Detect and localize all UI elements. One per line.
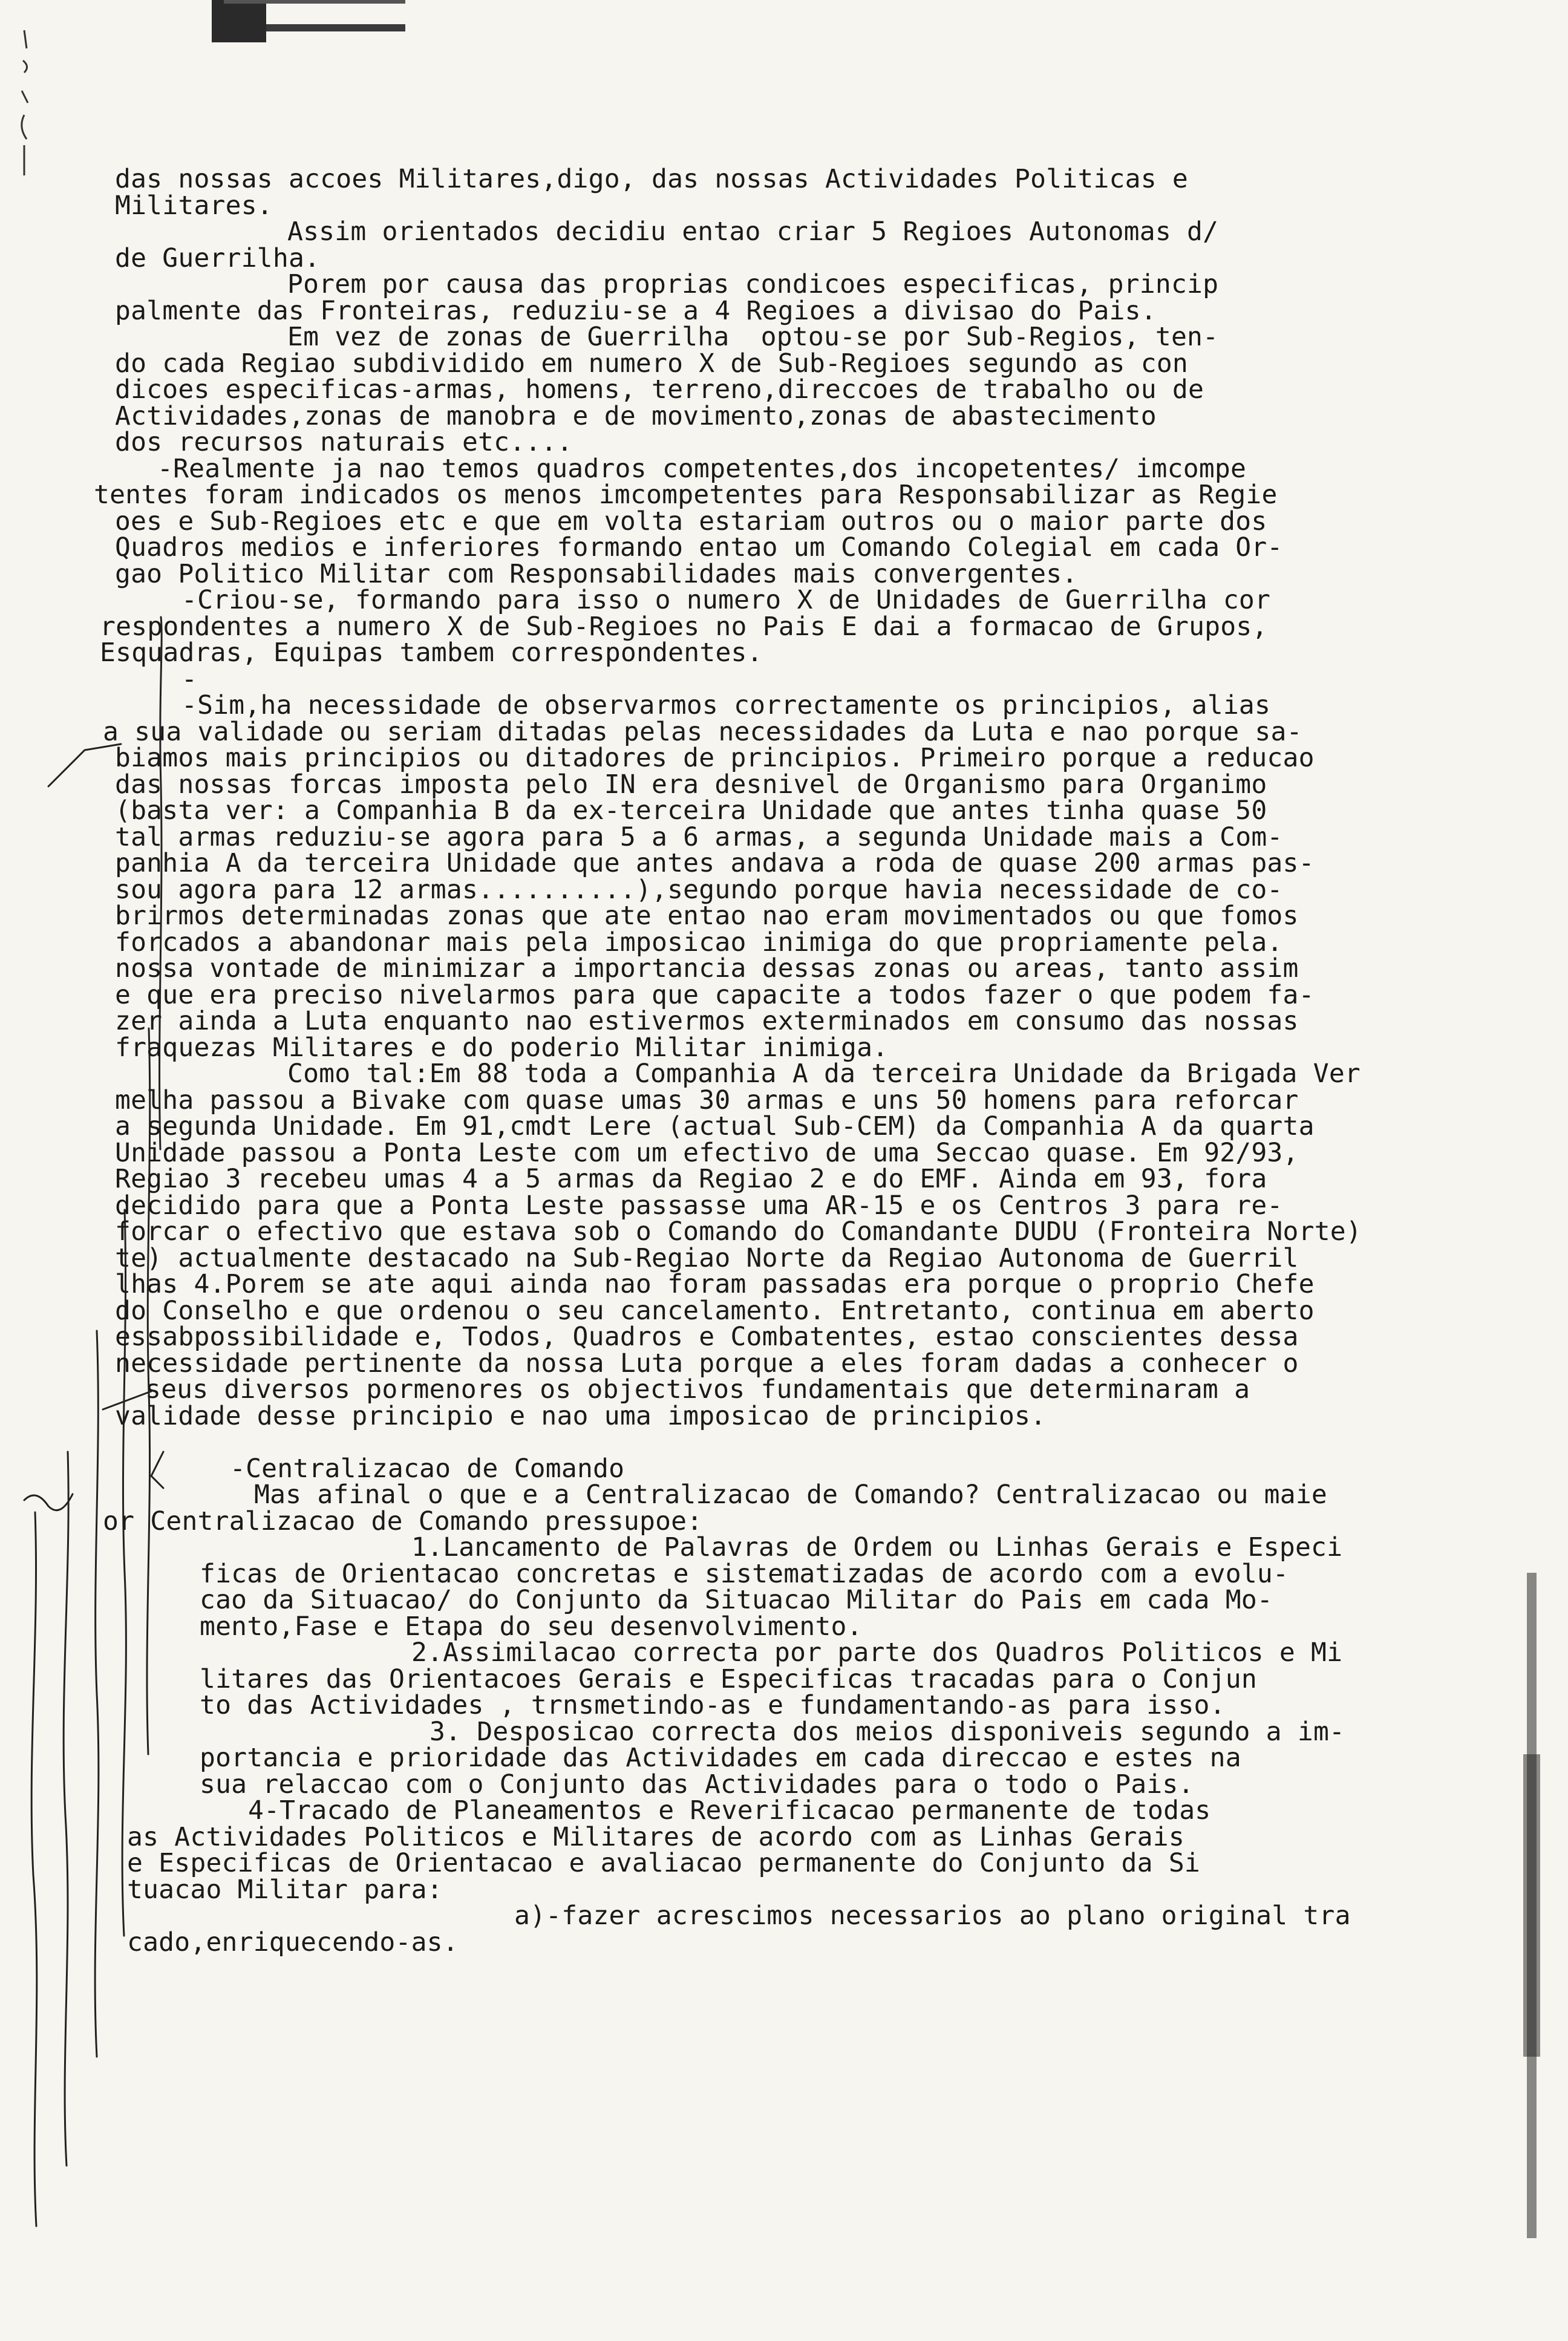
text-line: Porem por causa das proprias condicoes especificas, princip [287, 269, 1219, 299]
text-line: das nossas forcas imposta pelo IN era desnivel de Organismo para Organimo [115, 769, 1267, 800]
typed-body-text [94, 164, 1518, 1957]
text-line: tal armas reduziu-se agora para 5 a 6 armas, a segunda Unidade mais a Com- [115, 821, 1283, 852]
list-item: 3. Desposicao correcta dos meios disponiveis segundo a im- [430, 1716, 1345, 1747]
text-line: forcar o efectivo que estava sob o Comando do Comandante DUDU (Fronteira Norte) [115, 1216, 1362, 1247]
text-line: cao da Situacao/ do Conjunto da Situacao Militar do Pais em cada Mo- [200, 1585, 1273, 1615]
text-line: sua relaccao com o Conjunto das Actividades para o todo o Pais. [200, 1769, 1194, 1800]
text-line: or Centralizacao de Comando pressupoe: [103, 1506, 703, 1536]
text-line: do Conselho e que ordenou o seu cancelamento. Entretanto, continua em aberto [115, 1295, 1315, 1326]
text-line: necessidade pertinente da nossa Luta porque a eles foram dadas a conhecer o [115, 1348, 1299, 1379]
text-line: ficas de Orientacao concretas e sistematizadas de acordo com a evolu- [200, 1558, 1289, 1589]
list-item: a)-fazer acrescimos necessarios ao plano original tra [514, 1901, 1351, 1931]
text-line: Militares. [115, 190, 273, 221]
text-line: (basta ver: a Companhia B da ex-terceira Unidade que antes tinha quase 50 [115, 795, 1267, 826]
text-line: e que era preciso nivelarmos para que capacite a todos fazer o que podem fa- [115, 979, 1315, 1010]
text-line: brirmos determinadas zonas que ate entao nao eram movimentados ou que fomos [115, 901, 1299, 931]
text-line: seus diversos pormenores os objectivos fundamentais que determinaram a [145, 1374, 1250, 1405]
text-line: -Realmente ja nao temos quadros competentes,dos incopetentes/ imcompe [157, 453, 1247, 484]
text-line: do cada Regiao subdividido em numero X de Sub-Regioes segundo as con [115, 348, 1188, 379]
text-line: Em vez de zonas de Guerrilha optou-se por Sub-Regios, ten- [287, 322, 1219, 352]
list-item: 1.Lancamento de Palavras de Ordem ou Linhas Gerais e Especi [411, 1532, 1343, 1562]
text-line: portancia e prioridade das Actividades em cada direccao e estes na [200, 1743, 1241, 1773]
scan-artifact-top [212, 0, 405, 48]
text-line: a segunda Unidade. Em 91,cmdt Lere (actual Sub-CEM) da Companhia A da quarta [115, 1111, 1315, 1141]
text-line: sou agora para 12 armas..........),segundo porque havia necessidade de co- [115, 874, 1283, 905]
list-item: 4-Tracado de Planeamentos e Reverificacao permanente de todas [248, 1795, 1211, 1826]
text-line: biamos mais principios ou ditadores de principios. Primeiro porque a reducao [115, 743, 1315, 773]
text-line: as Actividades Politicos e Militares de acordo com as Linhas Gerais [127, 1821, 1184, 1852]
text-line: oes e Sub-Regioes etc e que em volta estariam outros ou o maior parte dos [115, 506, 1267, 537]
section-heading: -Centralizacao de Comando [230, 1453, 625, 1484]
text-line: Esquadras, Equipas tambem correspondentes. [100, 638, 763, 668]
text-line: e Especificas de Orientacao e avaliacao permanente do Conjunto da Si [127, 1848, 1200, 1878]
text-line: dos recursos naturais etc.... [115, 427, 573, 457]
text-line: Assim orientados decidiu entao criar 5 Regioes Autonomas d/ [287, 217, 1219, 247]
text-line: Quadros medios e inferiores formando entao um Comando Colegial em cada Or- [115, 532, 1283, 563]
text-line: fraquezas Militares e do poderio Militar inimiga. [115, 1032, 889, 1063]
list-item: 2.Assimilacao correcta por parte dos Quadros Politicos e Mi [411, 1637, 1343, 1668]
text-line: essabpossibilidade e, Todos, Quadros e Combatentes, estao conscientes dessa [115, 1322, 1299, 1352]
text-line: -Sim,ha necessidade de observarmos correctamente os principios, alias [181, 690, 1271, 720]
text-line: Actividades,zonas de manobra e de movimento,zonas de abastecimento [115, 400, 1157, 431]
text-line: lhas 4.Porem se ate aqui ainda nao foram passadas era porque o proprio Chefe [115, 1269, 1315, 1299]
text-line: to das Actividades , trnsmetindo-as e fundamentando-as para isso. [200, 1690, 1226, 1720]
text-line: tentes foram indicados os menos imcompetentes para Responsabilizar as Regie [94, 480, 1278, 510]
text-line: de Guerrilha. [115, 243, 321, 273]
text-line: tuacao Militar para: [127, 1874, 443, 1905]
text-line: melha passou a Bivake com quase umas 30 armas e uns 50 homens para reforcar [115, 1085, 1299, 1115]
text-line: palmente das Fronteiras, reduziu-se a 4 Regioes a divisao do Pais. [115, 295, 1157, 326]
text-line: te) actualmente destacado na Sub-Regiao Norte da Regiao Autonoma de Guerril [115, 1242, 1299, 1273]
text-line: dicoes especificas-armas, homens, terreno,direccoes de trabalho ou de [115, 374, 1204, 405]
text-line: panhia A da terceira Unidade que antes andava a roda de quase 200 armas pas- [115, 848, 1315, 878]
handwritten-corner-mark [6, 24, 42, 181]
text-line: litares das Orientacoes Gerais e Especificas tracadas para o Conjun [200, 1664, 1257, 1694]
text-line: respondentes a numero X de Sub-Regioes no Pais E dai a formacao de Grupos, [100, 611, 1268, 642]
text-line: cado,enriquecendo-as. [127, 1927, 459, 1957]
paragraph-gap [115, 1429, 1518, 1456]
text-line: das nossas accoes Militares,digo, das nossas Actividades Politicas e [115, 164, 1188, 194]
text-line: Unidade passou a Ponta Leste com um efectivo de uma Seccao quase. Em 92/93, [115, 1137, 1299, 1168]
text-line: gao Politico Militar com Responsabilidades mais convergentes. [115, 558, 1078, 589]
text-line: forcados a abandonar mais pela imposicao inimiga do que propriamente pela. [115, 927, 1283, 958]
text-line: -Criou-se, formando para isso o numero X de Unidades de Guerrilha cor [181, 585, 1271, 615]
text-line: nossa vontade de minimizar a importancia dessas zonas ou areas, tanto assim [115, 953, 1299, 984]
text-line: validade desse principio e nao uma imposicao de principios. [115, 1400, 1047, 1431]
text-line: - [181, 664, 198, 694]
text-line: a sua validade ou seriam ditadas pelas necessidades da Luta e nao porque sa- [103, 716, 1302, 747]
text-line: Mas afinal o que e a Centralizacao de Comando? Centralizacao ou maie [254, 1480, 1327, 1510]
text-line: decidido para que a Ponta Leste passasse uma AR-15 e os Centros 3 para re- [115, 1190, 1283, 1221]
text-line: mento,Fase e Etapa do seu desenvolvimento. [200, 1611, 863, 1642]
text-line: zer ainda a Luta enquanto nao estivermos exterminados em consumo das nossas [115, 1006, 1299, 1036]
text-line: Como tal:Em 88 toda a Companhia A da terceira Unidade da Brigada Ver [287, 1059, 1361, 1089]
text-line: Regiao 3 recebeu umas 4 a 5 armas da Regiao 2 e do EMF. Ainda em 93, fora [115, 1164, 1267, 1194]
scan-edge-artifact [1520, 1573, 1544, 2238]
